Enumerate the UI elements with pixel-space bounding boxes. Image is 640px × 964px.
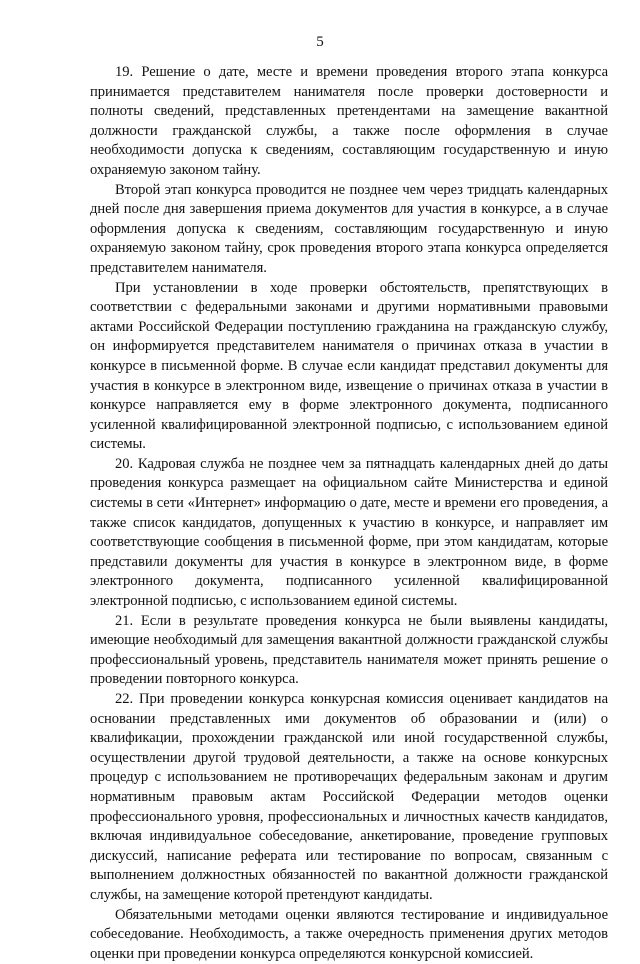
paragraph-19-refusal: При установлении в ходе проверки обстоятельств, препятствующих в соответствии с федеральными законами и другими нормативными правовыми актами Российской Федерации поступлению гражданина на гражданскую службу, он информируется представителем нанимателя о причинах отказа в участии в конкурсе в письменной форме. В случае если кандидат представил документы для участия в конкурсе в электронном виде, извещение о причинах отказа в участии в конкурсе направляется ему в форме электронного документа, подписанного усиленной квалифицированной электронной подписью, с использованием единой системы. xyxy=(90,279,608,453)
paragraph-22-methods: Обязательными методами оценки являются тестирование и индивидуальное собеседование. Необходимость, а также очередность применения других методов оценки при проведении конкурса определяются конкурсной комиссией. xyxy=(90,906,608,962)
paragraph-19-second-stage: Второй этап конкурса проводится не позднее чем через тридцать календарных дней после дня завершения приема документов для участия в конкурсе, а в случае оформления допуска к сведениям, составляющим государственную и иную охраняемую законом тайну, срок проведения второго этапа конкурса определяется представителем нанимателя. xyxy=(90,181,608,276)
paragraph-19: 19. Решение о дате, месте и времени проведения второго этапа конкурса принимается представителем нанимателя после проверки достоверности и полноты сведений, представленных претендентами на замещение вакантной должности гражданской службы, а также после оформления в случае необходимости допуска к сведениям, составляющим государственную и иную охраняемую законом тайну. xyxy=(90,64,608,178)
page-number: 5 xyxy=(316,34,324,50)
paragraph-20: 20. Кадровая служба не позднее чем за пятнадцать календарных дней до даты проведения конкурса размещает на официальном сайте Министерства и единой системы в сети «Интернет» информацию о дате, месте и времени его проведения, а также список кандидатов, допущенных к участию в конкурсе, и направляет им соответствующие сообщения в письменной форме, при этом кандидатам, которые представили документы для участия в конкурсе в электронном виде, в форме электронного документа, подписанного усиленной квалифицированной электронной подписью, с использованием единой системы. xyxy=(90,455,608,610)
paragraph-21: 21. Если в результате проведения конкурса не были выявлены кандидаты, имеющие необходимый для замещения вакантной должности гражданской службы профессиональный уровень, представитель нанимателя может принять решение о проведении повторного конкурса. xyxy=(90,612,608,688)
document-body xyxy=(90,63,608,964)
paragraph-22: 22. При проведении конкурса конкурсная комиссия оценивает кандидатов на основании представленных ими документов об образовании и (или) о квалификации, прохождении гражданской или иной государственной службы, осуществлении другой трудовой деятельности, а также на основе конкурсных процедур с использованием не противоречащих федеральным законам и другим нормативным правовым актам Российской Федерации методов оценки профессионального уровня, профессиональных и личностных качеств кандидатов, включая индивидуальное собеседование, анкетирование, проведение групповых дискуссий, написание реферата или тестирование по вопросам, связанным с выполнением должностных обязанностей по вакантной должности гражданской службы, на замещение которой претендуют кандидаты. xyxy=(90,691,608,903)
